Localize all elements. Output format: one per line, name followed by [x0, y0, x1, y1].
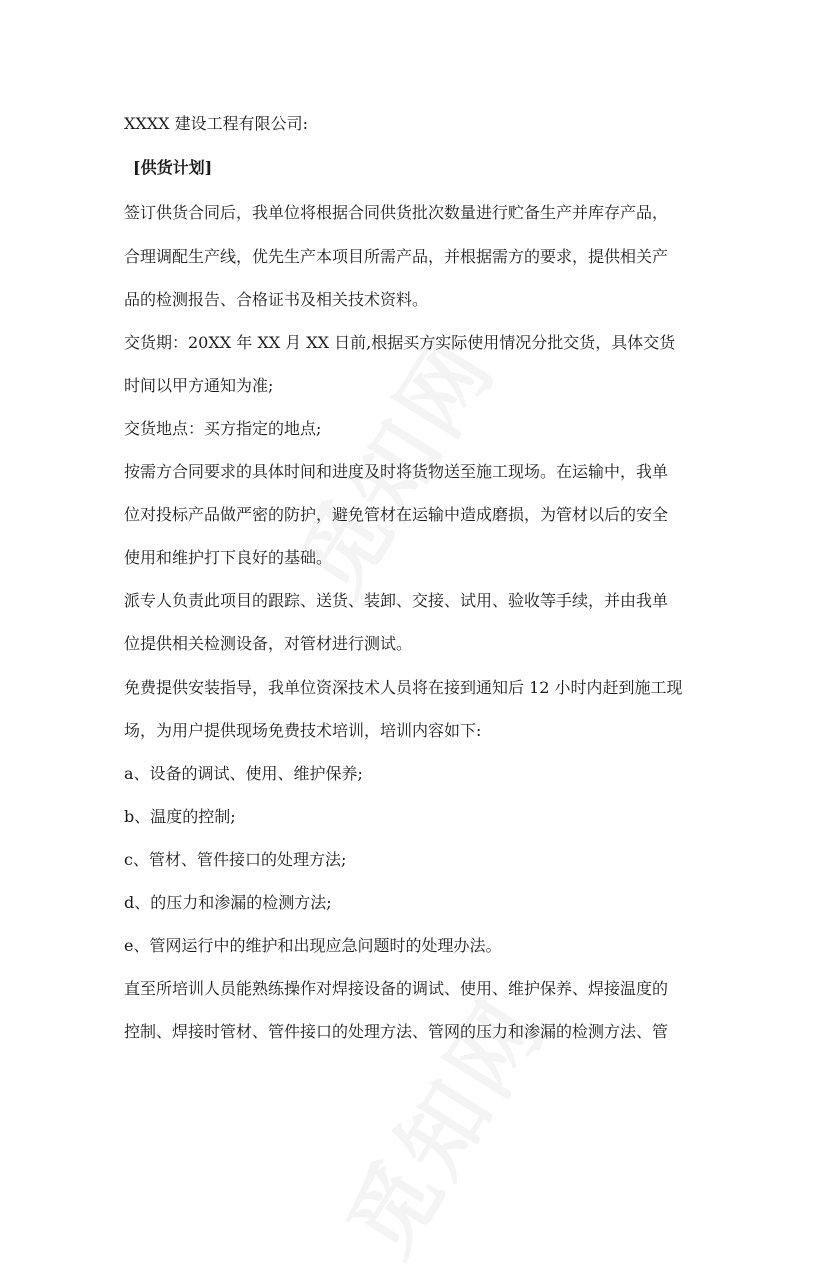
paragraph-line: 直至所培训人员能熟练操作对焊接设备的调试、使用、维护保养、焊接温度的	[124, 979, 669, 998]
paragraph-line: 免费提供安装指导，我单位资深技术人员将在接到通知后 12 小时内赶到施工现	[124, 678, 683, 697]
list-item: a、设备的调试、使用、维护保养;	[124, 764, 363, 783]
paragraph-line: 场，为用户提供现场免费技术培训，培训内容如下:	[124, 721, 482, 740]
addressee: XXXX 建设工程有限公司:	[124, 114, 309, 133]
paragraph-line: 位对投标产品做严密的防护，避免管材在运输中造成磨损，为管材以后的安全	[124, 505, 669, 524]
paragraph-line: 使用和维护打下良好的基础。	[124, 548, 333, 567]
paragraph-line: 品的检测报告、合格证书及相关技术资料。	[124, 290, 429, 309]
paragraph-line: 按需方合同要求的具体时间和进度及时将货物送至施工现场。在运输中，我单	[124, 462, 669, 481]
paragraph-line: 控制、焊接时管材、管件接口的处理方法、管网的压力和渗漏的检测方法、管	[124, 1022, 669, 1041]
paragraph-line: 签订供货合同后，我单位将根据合同供货批次数量进行贮备生产并库存产品，	[124, 203, 669, 222]
watermark	[313, 970, 569, 1276]
paragraph-line: 交货期：20XX 年 XX 月 XX 日前,根据买方实际使用情况分批交货，具体交货	[124, 333, 676, 352]
section-title: [供货计划]	[133, 158, 213, 177]
paragraph-line: 交货地点：买方指定的地点;	[124, 419, 322, 438]
list-item: e、管网运行中的维护和出现应急问题时的处理办法。	[124, 936, 502, 955]
paragraph-line: 位提供相关检测设备，对管材进行测试。	[124, 634, 413, 653]
paragraph-line: 合理调配生产线，优先生产本项目所需产品，并根据需方的要求，提供相关产	[124, 247, 669, 266]
list-item: b、温度的控制;	[124, 807, 236, 826]
paragraph-line: 时间以甲方通知为准;	[124, 376, 274, 395]
list-item: c、管材、管件接口的处理方法;	[124, 850, 347, 869]
paragraph-line: 派专人负责此项目的跟踪、送货、装卸、交接、试用、验收等手续，并由我单	[124, 591, 669, 610]
list-item: d、的压力和渗漏的检测方法;	[124, 893, 332, 912]
